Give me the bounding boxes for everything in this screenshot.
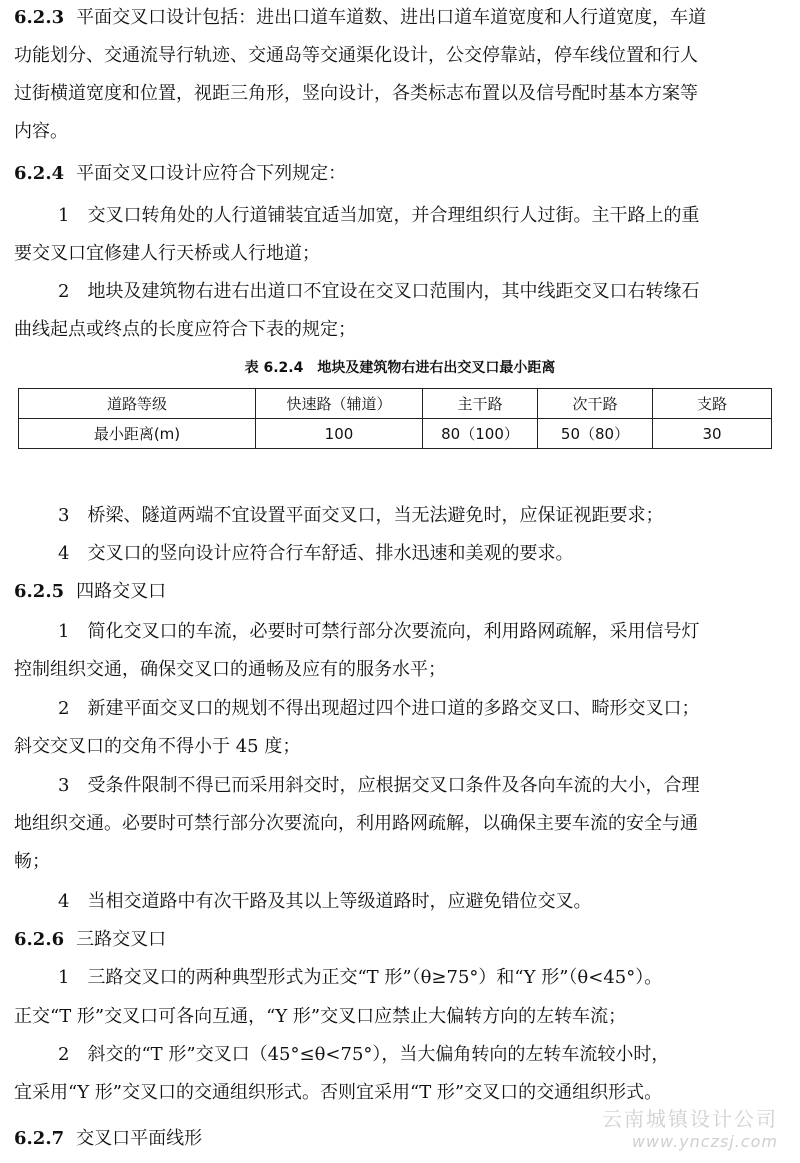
list-item-line: 要交叉口宜修建人行天桥或人行地道； bbox=[14, 243, 320, 264]
table-row bbox=[19, 419, 772, 449]
table-cell: 100 bbox=[256, 419, 423, 449]
list-item-line: 1 三路交叉口的两种典型形式为正交“T 形”（θ≥75°）和“Y 形”（θ<45°）。 bbox=[58, 967, 663, 988]
section-number: 6.2.4 bbox=[14, 163, 65, 184]
list-item-line: 4 交叉口的竖向设计应符合行车舒适、排水迅速和美观的要求。 bbox=[58, 543, 574, 564]
list-item-line: 畅； bbox=[14, 851, 50, 872]
list-item-line: 2 新建平面交叉口的规划不得出现超过四个进口道的多路交叉口、畸形交叉口； bbox=[58, 698, 700, 719]
table-cell: 80（100） bbox=[423, 419, 538, 449]
section-6-2-5-heading bbox=[14, 580, 784, 604]
section-number: 6.2.7 bbox=[14, 1128, 65, 1149]
table-header-cell: 主干路 bbox=[423, 389, 538, 419]
section-title: 三路交叉口 bbox=[76, 929, 167, 950]
list-item-line: 3 桥梁、隧道两端不宜设置平面交叉口，当无法避免时，应保证视距要求； bbox=[58, 505, 664, 526]
list-item-line: 4 当相交道路中有次干路及其以上等级道路时，应避免错位交叉。 bbox=[58, 891, 592, 912]
table-header-cell: 支路 bbox=[653, 389, 772, 419]
section-6-2-3-line-4: 内容。 bbox=[14, 121, 68, 142]
table-cell: 最小距离(m) bbox=[19, 419, 256, 449]
list-item-line: 宜采用“Y 形”交叉口的交通组织形式。否则宜采用“T 形”交叉口的交通组织形式。 bbox=[14, 1082, 663, 1103]
list-item-line: 控制组织交通，确保交叉口的通畅及应有的服务水平； bbox=[14, 659, 446, 680]
list-item-line: 2 斜交的“T 形”交叉口（45°≤θ<75°），当大偏角转向的左转车流较小时， bbox=[58, 1044, 670, 1065]
watermark-url: www.ynczsj.com bbox=[631, 1132, 778, 1151]
list-item-line: 曲线起点或终点的长度应符合下表的规定； bbox=[14, 319, 356, 340]
list-item-line: 斜交交叉口的交角不得小于 45 度； bbox=[14, 736, 301, 757]
table-header-cell: 道路等级 bbox=[19, 389, 256, 419]
list-item-line: 3 受条件限制不得已而采用斜交时，应根据交叉口条件及各向车流的大小，合理 bbox=[58, 775, 700, 796]
watermark bbox=[602, 1103, 778, 1151]
list-item-line: 1 简化交叉口的车流，必要时可禁行部分次要流向，利用路网疏解，采用信号灯 bbox=[58, 621, 700, 642]
table-header-cell: 快速路（辅道） bbox=[256, 389, 423, 419]
section-6-2-3-line-3: 过街横道宽度和位置，视距三角形，竖向设计，各类标志布置以及信号配时基本方案等 bbox=[14, 83, 698, 104]
list-item-line: 2 地块及建筑物右进右出道口不宜设在交叉口范围内，其中线距交叉口右转缘石 bbox=[58, 281, 700, 302]
section-title: 四路交叉口 bbox=[76, 581, 167, 602]
section-title: 交叉口平面线形 bbox=[76, 1128, 203, 1149]
watermark-name: 云南城镇设计公司 bbox=[602, 1107, 778, 1131]
section-number: 6.2.5 bbox=[14, 581, 65, 602]
section-title: 平面交叉口设计应符合下列规定： bbox=[76, 163, 347, 184]
list-item-line: 1 交叉口转角处的人行道铺装宜适当加宽，并合理组织行人过街。主干路上的重 bbox=[58, 205, 700, 226]
section-number: 6.2.3 bbox=[14, 7, 65, 28]
section-6-2-3-line-2: 功能划分、交通流导行轨迹、交通岛等交通渠化设计，公交停靠站，停车线位置和行人 bbox=[14, 45, 698, 66]
section-number: 6.2.6 bbox=[14, 929, 65, 950]
table-caption: 表 6.2.4 地块及建筑物右进右出交叉口最小距离 bbox=[244, 360, 556, 376]
table-header-cell: 次干路 bbox=[538, 389, 653, 419]
list-item-line: 地组织交通。必要时可禁行部分次要流向，利用路网疏解，以确保主要车流的安全与通 bbox=[14, 813, 698, 834]
list-item-line: 正交“T 形”交叉口可各向互通，“Y 形”交叉口应禁止大偏转方向的左转车流； bbox=[14, 1006, 627, 1027]
section-6-2-6-heading bbox=[14, 928, 784, 952]
table-header-row bbox=[19, 389, 772, 419]
min-distance-table bbox=[18, 388, 772, 449]
table-cell: 30 bbox=[653, 419, 772, 449]
table-cell: 50（80） bbox=[538, 419, 653, 449]
section-6-2-4-heading bbox=[14, 162, 784, 186]
section-6-2-3-line-1: 6.2.3 平面交叉口设计包括：进出口道车道数、进出口道车道宽度和人行道宽度，车道 bbox=[14, 7, 707, 28]
